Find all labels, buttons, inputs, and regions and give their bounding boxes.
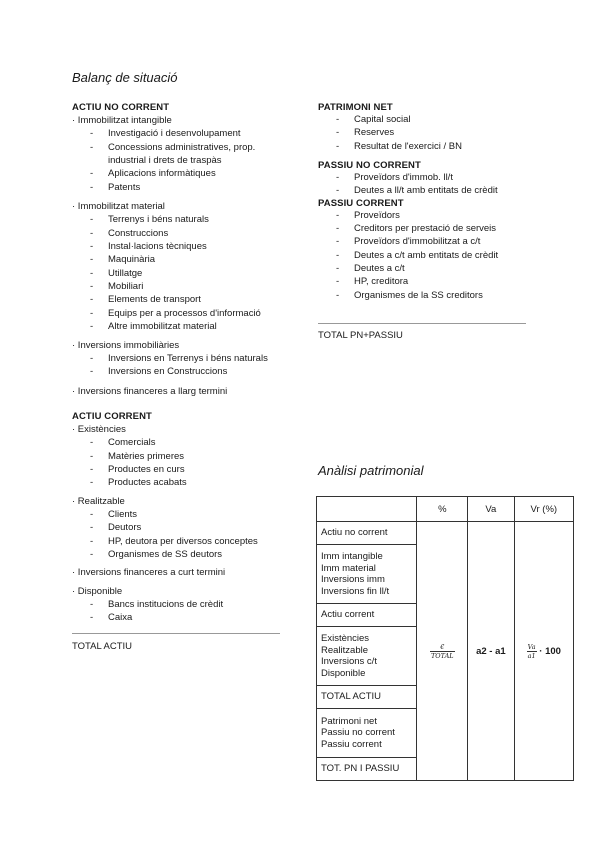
list-item: - Matèries primeres	[90, 450, 185, 462]
list-item: - Bancs institucions de crèdit	[90, 599, 224, 611]
patrimoni-net-list	[318, 113, 548, 153]
list-item: - Inversions en Construccions	[90, 366, 228, 378]
row-label: TOTAL ACTIU	[317, 686, 417, 709]
list-item: - Construccions	[90, 227, 169, 239]
list-item: - Maquinària	[90, 254, 155, 266]
list-item: - Terrenys i béns naturals	[90, 214, 209, 226]
list-item: - Deutors	[90, 522, 142, 534]
total-pn-passiu-divider	[318, 323, 526, 324]
vr-fraction	[527, 643, 537, 660]
row-label: TOT. PN I PASSIU	[317, 758, 417, 781]
list-item: - Aplicacions informàtiques	[90, 168, 216, 180]
group-immobilitzat-intangible	[72, 114, 302, 194]
list-item: - Deutes a c/t amb entitats de crèdit	[336, 249, 499, 261]
group-inversions-immobiliaries	[72, 339, 302, 379]
list-item: - Elements de transport	[90, 294, 201, 306]
list-item: - Creditors per prestació de serveis	[336, 223, 497, 235]
list-item: - Investigació i desenvolupament	[90, 128, 241, 140]
header-vr: Vr (%)	[514, 497, 573, 522]
list-item: - Inversions en Terrenys i béns naturals	[90, 352, 268, 364]
group-label: · Immobilitzat intangible	[72, 115, 172, 126]
va-formula-cell: a2 - a1	[468, 522, 514, 781]
total-actiu-divider	[72, 633, 280, 634]
list-item: - Concessions administratives, prop.	[90, 141, 256, 153]
list-item: - Instal·lacions tècniques	[90, 241, 207, 253]
list-item: - Clients	[90, 509, 138, 521]
list-item: - Organismes de SS deutors	[90, 549, 223, 561]
analisi-table	[316, 496, 574, 781]
pct-denominator: TOTAL	[430, 651, 454, 660]
vr-denominator: a1	[527, 651, 536, 660]
table-header-row	[317, 497, 574, 522]
row-label: Patrimoni net Passiu no corrent Passiu corrent	[317, 709, 417, 758]
list-item: - Proveïdors	[336, 209, 400, 221]
vr-suffix: · 100	[539, 645, 561, 657]
group-label: · Immobilitzat material	[72, 201, 165, 213]
group-label: · Existències	[72, 424, 126, 435]
header-blank	[317, 497, 417, 522]
header-va: Va	[468, 497, 514, 522]
group-label: · Disponible	[72, 585, 123, 597]
passiu-corrent-heading: PASSIU CORRENT	[318, 197, 404, 209]
row-label: Existències Realitzable Inversions c/t Disponible	[317, 627, 417, 686]
list-item: - Capital social	[336, 114, 411, 125]
group-label: · Inversions financeres a llarg termini	[72, 385, 228, 397]
list-item: - Utillatge	[90, 267, 143, 279]
list-item: - Productes en curs	[90, 464, 185, 476]
list-item: - Reserves	[336, 127, 395, 139]
list-item: - HP, creditora	[336, 276, 409, 288]
row-label: Actiu corrent	[317, 604, 417, 627]
row-label: Imm intangible Imm material Inversions imm Inversions fin ll/t	[317, 545, 417, 604]
list-item-continuation: industrial i drets de traspàs	[108, 155, 222, 167]
passiu-no-corrent-heading: PASSIU NO CORRENT	[318, 160, 421, 172]
vr-formula-cell	[514, 522, 573, 781]
header-pct: %	[417, 497, 468, 522]
list-item: - Equips per a processos d'informació	[90, 307, 261, 319]
list-item: - Caixa	[90, 612, 133, 624]
actiu-corrent-heading: ACTIU CORRENT	[72, 411, 152, 422]
table-row	[317, 522, 574, 545]
group-realitzable	[72, 495, 302, 562]
list-item: - Comercials	[90, 437, 156, 449]
list-item: - Resultat de l'exercici / BN	[336, 140, 462, 152]
patrimoni-net-heading: PATRIMONI NET	[318, 102, 393, 113]
passiu-corrent-list	[318, 209, 548, 302]
actiu-no-corrent-heading: ACTIU NO CORRENT	[72, 102, 170, 113]
actiu-corrent-section	[72, 411, 302, 625]
balance-title: Balanç de situació	[72, 70, 178, 85]
group-disponible	[72, 585, 302, 625]
list-item: - Mobiliari	[90, 281, 144, 293]
group-immobilitzat-material	[72, 200, 302, 333]
row-label: Actiu no corrent	[317, 522, 417, 545]
list-item: - Organismes de la SS creditors	[336, 289, 483, 301]
list-item: - Deutes a ll/t amb entitats de crèdit	[336, 185, 498, 197]
pct-formula-cell	[417, 522, 468, 781]
actiu-no-corrent-section	[72, 102, 302, 398]
group-label: · Realitzable	[72, 495, 125, 507]
vr-numerator: Va	[527, 642, 536, 651]
group-label: · Inversions immobiliàries	[72, 339, 180, 351]
pct-fraction	[430, 643, 455, 660]
analisi-title: Anàlisi patrimonial	[318, 463, 424, 478]
list-item: - Patents	[90, 181, 141, 193]
total-actiu-label: TOTAL ACTIU	[72, 641, 133, 652]
group-existencies	[72, 423, 302, 490]
list-item: - Productes acabats	[90, 477, 187, 489]
group-label: · Inversions financeres a curt termini	[72, 567, 226, 579]
total-pn-passiu-label: TOTAL PN+PASSIU	[318, 330, 403, 341]
list-item: - HP, deutora per diversos conceptes	[90, 535, 258, 547]
list-item: - Proveïdors d'immob. ll/t	[336, 172, 453, 184]
list-item: - Proveïdors d'immobilitzat a c/t	[336, 236, 481, 248]
list-item: - Deutes a c/t	[336, 263, 405, 275]
passiu-no-corrent-list	[318, 171, 548, 198]
pct-numerator: €	[440, 642, 445, 651]
passiu-section	[318, 102, 548, 302]
list-item: - Altre immobilitzat material	[90, 321, 217, 333]
